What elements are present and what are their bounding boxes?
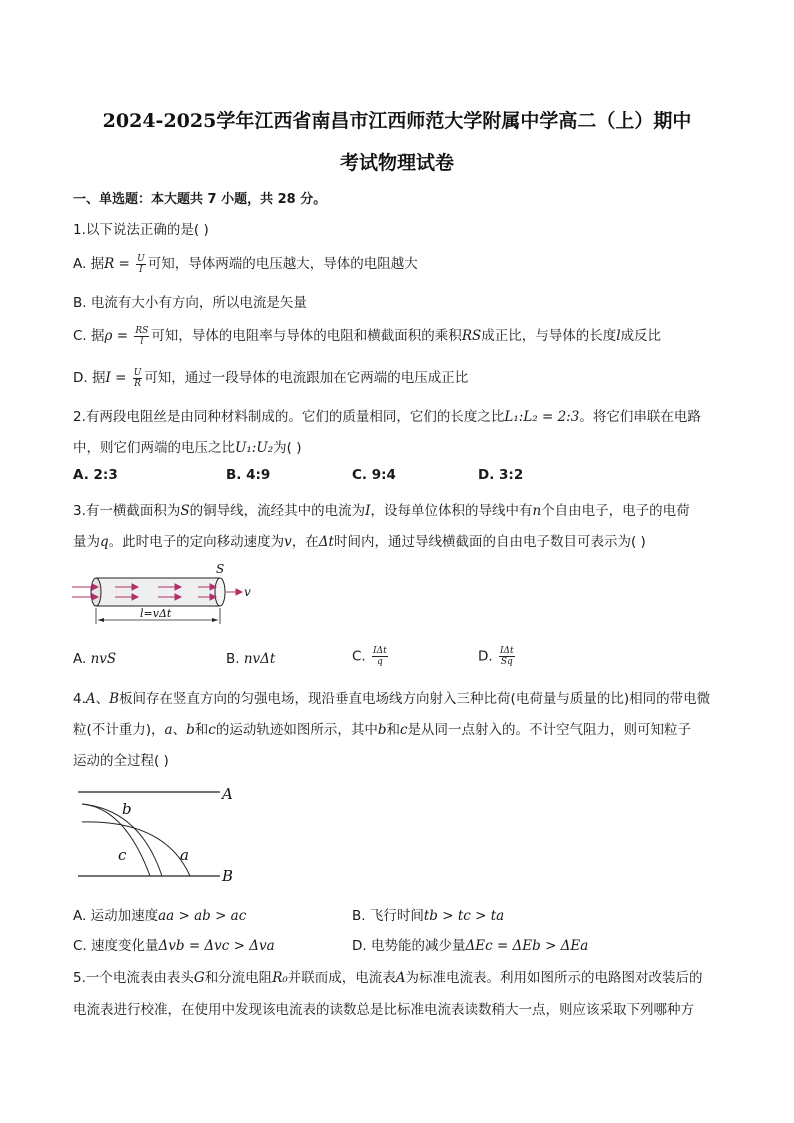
- q3-c-num: IΔt: [373, 646, 387, 656]
- q4-stem-line1: [73, 687, 710, 707]
- q4-a-label: A. 运动加速度: [73, 908, 159, 924]
- q1-c-lhs: ρ =: [104, 328, 133, 344]
- q1-option-a: [73, 252, 418, 275]
- dim-arrow-right: [212, 618, 218, 622]
- q4-t4: 粒(不计重力)，: [73, 722, 165, 738]
- q1-c-fraction: [134, 326, 149, 347]
- q1-c-text2: 成正比，与导体的长度: [481, 328, 617, 344]
- q4-stem-line2: [73, 718, 691, 738]
- q3-var-dt: Δt: [318, 534, 334, 550]
- q4-b-label: B. 飞行时间: [352, 908, 424, 924]
- q1-d-num: U: [133, 367, 142, 378]
- q4-c-math: Δvb = Δvc > Δva: [158, 938, 275, 954]
- q1-c-num: RS: [135, 325, 149, 336]
- q4-stem-line3: 运动的全过程( ): [73, 753, 169, 769]
- q1-option-d: [73, 366, 468, 389]
- q1-a-prefix: A. 据: [73, 256, 105, 272]
- q5-var-G: G: [193, 970, 205, 986]
- q3-t1: 3.有一横截面积为: [73, 503, 181, 519]
- q1-d-fraction: [133, 368, 143, 389]
- wire-body: [96, 578, 220, 606]
- q2-option-d: D. 3:2: [478, 467, 524, 483]
- wire-left-end: [91, 578, 101, 606]
- q3-option-d: [478, 646, 517, 667]
- q4-var-b: b: [186, 722, 195, 738]
- q1-a-num: U: [137, 253, 145, 264]
- q5-t2: 和分流电阻: [204, 970, 273, 986]
- q4-a-math: aa > ab > ac: [158, 908, 247, 924]
- q1-d-text: 可知，通过一段导体的电流跟加在它两端的电压成正比: [144, 370, 469, 386]
- q5-var-R0: R₀: [272, 970, 288, 986]
- trajectory-label-b: b: [122, 800, 132, 818]
- q3-t7: ，在: [291, 534, 319, 550]
- q3-option-c: [352, 646, 390, 667]
- q5-stem-line2: 电流表进行校准，在使用中发现该电流表的读数总是比标准电流表读数稍大一点，则应该采取下列哪种方: [73, 1002, 694, 1018]
- q4-var-c: c: [208, 722, 216, 738]
- q4-var-a: a: [164, 722, 173, 738]
- q2-l2-post: 为( ): [273, 440, 302, 456]
- plate-label-A: A: [222, 785, 233, 803]
- figure-label-S: S: [216, 562, 225, 576]
- q4-d-math: ΔEc = ΔEb > ΔEa: [465, 938, 589, 954]
- figure-label-v: v: [244, 585, 251, 599]
- q3-b-math: nvΔt: [243, 651, 276, 667]
- trajectory-label-a: a: [180, 846, 189, 864]
- q3-d-fraction: [499, 646, 515, 667]
- q1-d-prefix: D. 据: [73, 370, 106, 386]
- q1-a-text: 可知，导体两端的电压越大，导体的电阻越大: [147, 256, 418, 272]
- q4-d-label: D. 电势能的减少量: [352, 938, 466, 954]
- q2-l1-math: L₁:L₂ = 2:3: [504, 409, 580, 425]
- q1-a-lhs: R =: [104, 256, 135, 272]
- q3-option-b: [226, 651, 275, 667]
- q3-var-S: S: [180, 503, 190, 519]
- q4-c-label: C. 速度变化量: [73, 938, 159, 954]
- q4-var-A: A: [85, 691, 96, 707]
- q1-c-prefix: C. 据: [73, 328, 105, 344]
- q3-t5: 量为: [73, 534, 100, 550]
- q3-a-label: A.: [73, 651, 91, 667]
- q3-var-n: n: [532, 503, 542, 519]
- q1-d-den: R: [134, 378, 141, 389]
- q4-t7: 的运动轨迹如图所示，其中: [215, 722, 378, 738]
- q4-var-c2: c: [399, 722, 408, 738]
- q3-t8: 时间内，通过导线横截面的自由电子数目可表示为( ): [333, 534, 646, 550]
- q3-stem-line1: [73, 499, 690, 519]
- q3-t4: 个自由电子，电子的电荷: [541, 503, 690, 519]
- trajectory-label-c: c: [118, 846, 127, 864]
- exam-title-line2: 考试物理试卷: [339, 152, 454, 174]
- exam-title-line1: 2024-2025学年江西省南昌市江西师范大学附属中学高二（上）期中: [102, 110, 692, 132]
- q2-l2-pre: 中，则它们两端的电压之比: [73, 440, 235, 456]
- q2-option-b: B. 4:9: [226, 467, 271, 483]
- q2-l2-math: U₁:U₂: [235, 440, 274, 456]
- q3-a-math: nvS: [90, 651, 117, 667]
- q3-b-label: B.: [226, 651, 244, 667]
- q1-c-text: 可知，导体的电阻率与导体的电阻和横截面积的乘积: [151, 328, 462, 344]
- q2-stem-line2: [73, 436, 301, 456]
- q4-t9: 是从同一点射入的。不计空气阻力，则可知粒子: [407, 722, 692, 738]
- q2-l1-post: 。将它们串联在电路: [579, 409, 701, 425]
- q1-option-c: [73, 324, 661, 347]
- q1-a-fraction: [136, 254, 146, 275]
- q4-option-b: [352, 904, 504, 924]
- q1-c-var: RS: [461, 328, 482, 344]
- q3-t3: ，设每单位体积的导线中有: [370, 503, 533, 519]
- q5-var-A: A: [395, 970, 406, 986]
- q4-t8: 和: [386, 722, 400, 738]
- q3-stem-line2: [73, 530, 646, 550]
- q4-t1: 4.: [73, 691, 86, 707]
- q3-option-a: [73, 651, 116, 667]
- q4-var-B: B: [109, 691, 120, 707]
- q4-option-a: [73, 904, 246, 924]
- q2-option-a: A. 2:3: [73, 467, 118, 483]
- dim-arrow-left: [98, 618, 104, 622]
- q1-d-lhs: I =: [105, 370, 131, 386]
- q3-var-q: q: [100, 534, 109, 550]
- q2-option-c: C. 9:4: [352, 467, 396, 483]
- q3-wire-figure: [70, 560, 260, 630]
- q4-t3: 板间存在竖直方向的匀强电场，现沿垂直电场线方向射入三种比荷(电荷量与质量的比)相同的带电微: [119, 691, 711, 707]
- q4-t5: 、: [172, 722, 187, 738]
- q4-trajectory-figure: [70, 780, 250, 890]
- q1-a-den: I: [139, 264, 143, 275]
- q5-t3: 并联而成，电流表: [287, 970, 396, 986]
- figure-label-length: l=vΔt: [140, 607, 172, 620]
- q1-c-text3: 成反比: [620, 328, 662, 344]
- q1-c-den: l: [140, 336, 144, 347]
- q4-t6: 和: [194, 722, 209, 738]
- q4-var-b2: b: [377, 722, 387, 738]
- wire-cross-section: [215, 578, 225, 606]
- q3-c-fraction: [372, 646, 388, 667]
- q5-stem-line1: [73, 966, 703, 986]
- q3-d-den: Sq: [500, 657, 513, 667]
- plate-label-B: B: [222, 867, 234, 885]
- q3-c-den: q: [376, 657, 383, 667]
- q3-var-v: v: [284, 534, 292, 550]
- q1-stem: 1.以下说法正确的是( ): [73, 222, 209, 238]
- q5-t4: 为标准电流表。利用如图所示的电路图对改装后的: [405, 970, 703, 986]
- section-heading: 一、单选题：本大题共 7 小题，共 28 分。: [73, 192, 327, 207]
- q3-d-label: D.: [478, 648, 497, 665]
- q3-var-I: I: [365, 503, 371, 519]
- q4-option-d: [352, 934, 588, 954]
- q1-c-var2: l: [616, 328, 621, 344]
- q3-t2: 的铜导线，流经其中的电流为: [189, 503, 366, 519]
- q3-d-num: IΔt: [499, 646, 514, 656]
- q1-option-b: B. 电流有大小有方向，所以电流是矢量: [73, 295, 307, 311]
- q4-t2: 、: [95, 691, 110, 707]
- q3-c-label: C.: [352, 648, 371, 665]
- q4-option-c: [73, 934, 275, 954]
- q5-t1: 5.一个电流表由表头: [73, 970, 194, 986]
- q3-t6: 。此时电子的定向移动速度为: [108, 534, 285, 550]
- q4-b-math: tb > tc > ta: [423, 908, 505, 924]
- q2-stem-line1: [73, 405, 701, 425]
- q2-l1-pre: 2.有两段电阻丝是由同种材料制成的。它们的质量相同，它们的长度之比: [73, 409, 505, 425]
